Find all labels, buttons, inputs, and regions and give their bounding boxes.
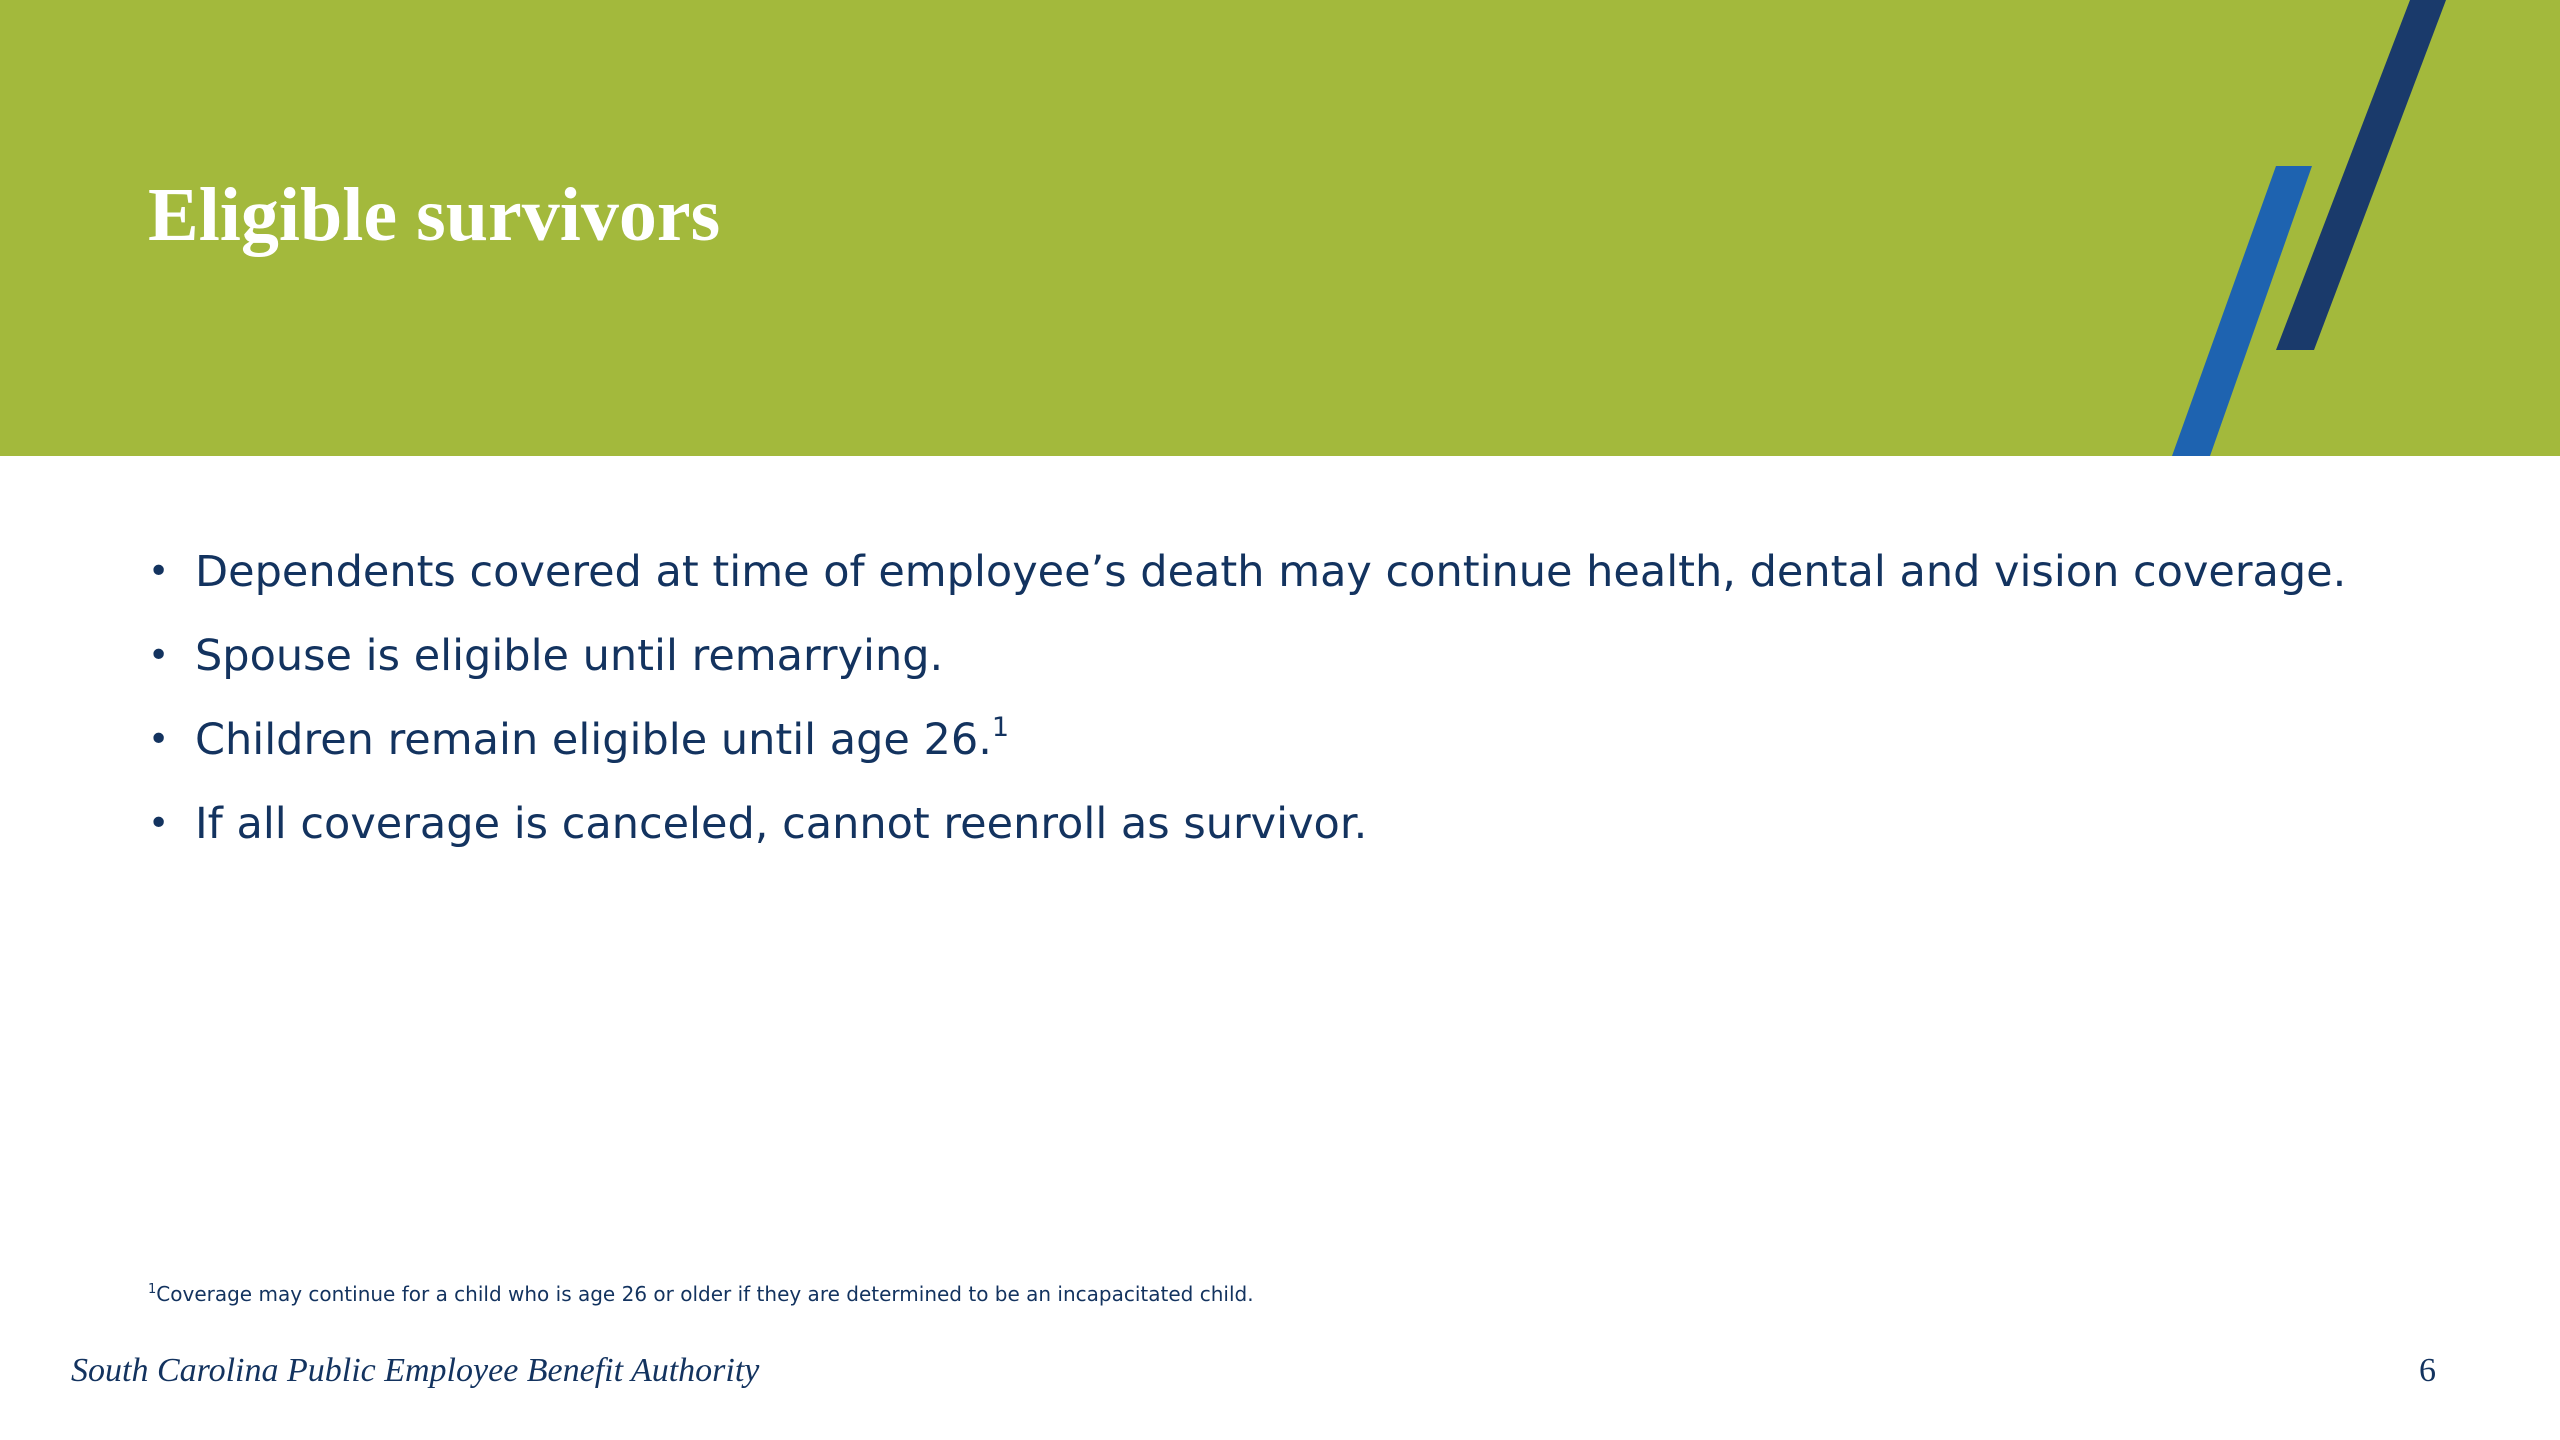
bullet-item xyxy=(148,530,2346,614)
footnote xyxy=(148,1282,1254,1306)
bullet-dot: • xyxy=(148,719,170,760)
bullet-item xyxy=(148,782,2346,866)
bullet-dot: • xyxy=(148,551,170,592)
bullet-item xyxy=(148,698,2346,782)
bullet-text: Dependents covered at time of employee’s death may continue health, dental and vision coverage. xyxy=(195,547,2347,597)
bullet-text: Children remain eligible until age 26. xyxy=(195,715,992,765)
bullet-text: Spouse is eligible until remarrying. xyxy=(195,631,944,681)
footer-organization: South Carolina Public Employee Benefit Authority xyxy=(71,1352,760,1389)
page-number: 6 xyxy=(2419,1352,2436,1389)
footnote-marker: 1 xyxy=(148,1282,157,1297)
bullet-dot: • xyxy=(148,803,170,844)
bullet-list xyxy=(148,530,2346,866)
bullet-item xyxy=(148,614,2346,698)
bullet-text: If all coverage is canceled, cannot reenroll as survivor. xyxy=(195,799,1368,849)
footnote-reference: 1 xyxy=(991,712,1010,743)
bullet-dot: • xyxy=(148,635,170,676)
slide-title: Eligible survivors xyxy=(148,173,721,257)
title-banner xyxy=(0,0,2560,456)
footnote-text: Coverage may continue for a child who is age 26 or older if they are determined to be an incapacitated child. xyxy=(156,1282,1254,1306)
